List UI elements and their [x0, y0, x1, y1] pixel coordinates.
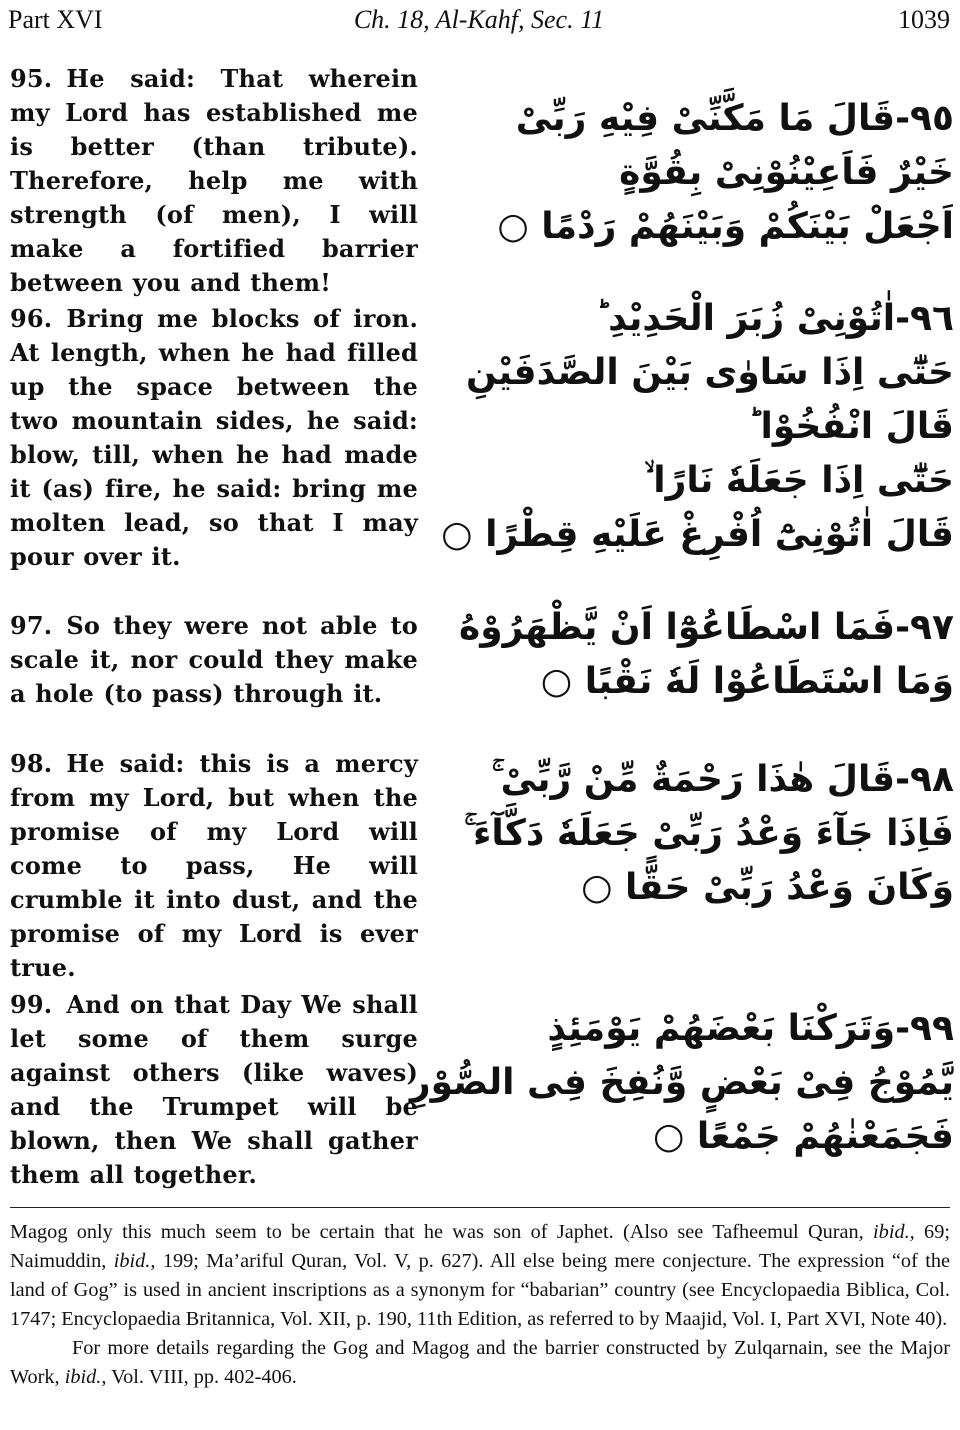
- footnote-text: For more details regarding the Gog and Magog and the barrier constructed by Zulqarnain, see the Major Work,: [10, 1337, 950, 1388]
- arabic-line: يَّمُوْجُ فِىْ بَعْضٍ وَّنُفِخَ فِى الصُّوْرِ: [409, 1062, 954, 1103]
- footnote: [10, 1218, 950, 1392]
- verse-arabic: [441, 292, 954, 562]
- footnote-ibid: ibid.,: [64, 1366, 107, 1388]
- arabic-line: قَالَ انْفُخُوْا ؕ: [747, 406, 954, 447]
- verse-arabic: [497, 92, 954, 254]
- verse-text: Bring me blocks of iron. At length, when he had filled up the space between the two mountain sides, he said: blow, till, when he had made it (as) fire, he said: bring me molten lead, so that I may pour over it.: [10, 304, 418, 571]
- arabic-line: حَتّٰٓى اِذَا سَاوٰى بَيْنَ الصَّدَفَيْنِ: [465, 352, 954, 393]
- arabic-line: ٩٧-فَمَا اسْطَاعُوْٓا اَنْ يَّظْهَرُوْهُ: [459, 607, 954, 648]
- arabic-line: فَاِذَا جَآءَ وَعْدُ رَبِّىْ جَعَلَهٗ دَكَّآءَ ۚ: [464, 813, 954, 854]
- verse-text: And on that Day We shall let some of them surge against others (like waves) and the Trumpet will be blown, then We shall gather them all together.: [10, 990, 418, 1189]
- arabic-line: ٩٨-قَالَ هٰذَا رَحْمَةٌ مِّنْ رَّبِّىْ ۚ: [491, 759, 954, 800]
- arabic-line: وَمَا اسْتَطَاعُوْا لَهٗ نَقْبًا ○: [540, 661, 954, 702]
- verse-english: [10, 62, 418, 300]
- arabic-line: اَجْعَلْ بَيْنَكُمْ وَبَيْنَهُمْ رَدْمًا ○: [497, 206, 954, 247]
- arabic-line: خَيْرٌ فَاَعِيْنُوْنِىْ بِقُوَّةٍ: [619, 152, 954, 193]
- footnote-text: 199; Ma’ariful Quran, Vol. V, p. 627). All else being mere conjecture. The expression “of the land of Gog” is used in ancient inscriptions as a synonym for “babarian” country (see Encyclopaedia Biblica, Col. 1747; Encyclopaedia Britannica, Vol. XII, p. 190, 11th Edition, as referred to by Maajid, Vol. I, Part XVI, Note 40).: [10, 1250, 950, 1330]
- verse-text: He said: That wherein my Lord has established me is better (than tribute). Therefore, help me with strength (of men), I will make a fortified barrier between you and them!: [10, 64, 418, 297]
- footnote-ibid: ibid.,: [113, 1250, 156, 1272]
- verse-number: 95.: [10, 64, 53, 93]
- arabic-line: وَكَانَ وَعْدُ رَبِّىْ حَقًّا ○: [581, 867, 954, 908]
- verse-number: 96.: [10, 304, 53, 333]
- footnote-text: Magog only this much seem to be certain that he was son of Japhet. (Also see Tafheemul Quran,: [10, 1221, 874, 1243]
- page-header: [8, 2, 950, 38]
- footnote-text: 69; Naimuddin,: [10, 1221, 950, 1272]
- page-number: 1039: [898, 5, 950, 34]
- chapter-title: Ch. 18, Al-Kahf, Sec. 11: [353, 5, 605, 34]
- verse-english: [10, 609, 418, 711]
- arabic-line: ٩٥-قَالَ مَا مَكَّنِّىْ فِيْهِ رَبِّىْ: [515, 98, 954, 139]
- verse-number: 98.: [10, 749, 53, 778]
- footnote-paragraph: [10, 1334, 950, 1392]
- footnote-ibid: ibid.,: [873, 1221, 915, 1243]
- footnote-divider: [10, 1207, 950, 1208]
- verse-text: So they were not able to scale it, nor could they make a hole (to pass) through it.: [10, 611, 418, 708]
- verse-english: [10, 747, 418, 985]
- footnote-text: Vol. VIII, pp. 402-406.: [106, 1366, 297, 1388]
- part-label: Part XVI: [8, 5, 103, 34]
- verse-arabic: [464, 753, 954, 915]
- arabic-line: فَجَمَعْنٰهُمْ جَمْعًا ○: [652, 1116, 954, 1157]
- verse-text: He said: this is a mercy from my Lord, but when the promise of my Lord will come to pass, He will crumble it into dust, and the promise of my Lord is ever true.: [10, 749, 418, 982]
- arabic-line: قَالَ اٰتُوْنِىْٓ اُفْرِغْ عَلَيْهِ قِطْرًا ○: [441, 514, 954, 555]
- arabic-line: ٩٦-اٰتُوْنِىْ زُبَرَ الْحَدِيْدِ ؕ: [595, 298, 954, 339]
- arabic-line: حَتّٰٓى اِذَا جَعَلَهٗ نَارًا ۙ: [644, 460, 954, 501]
- verse-arabic: [409, 1002, 954, 1164]
- verse-english: [10, 302, 418, 574]
- verse-arabic: [459, 601, 954, 709]
- verse-number: 99.: [10, 990, 53, 1019]
- verse-english: [10, 988, 418, 1192]
- footnote-paragraph: [10, 1218, 950, 1334]
- arabic-line: ٩٩-وَتَرَكْنَا بَعْضَهُمْ يَوْمَئِذٍ: [547, 1008, 954, 1049]
- verse-number: 97.: [10, 611, 53, 640]
